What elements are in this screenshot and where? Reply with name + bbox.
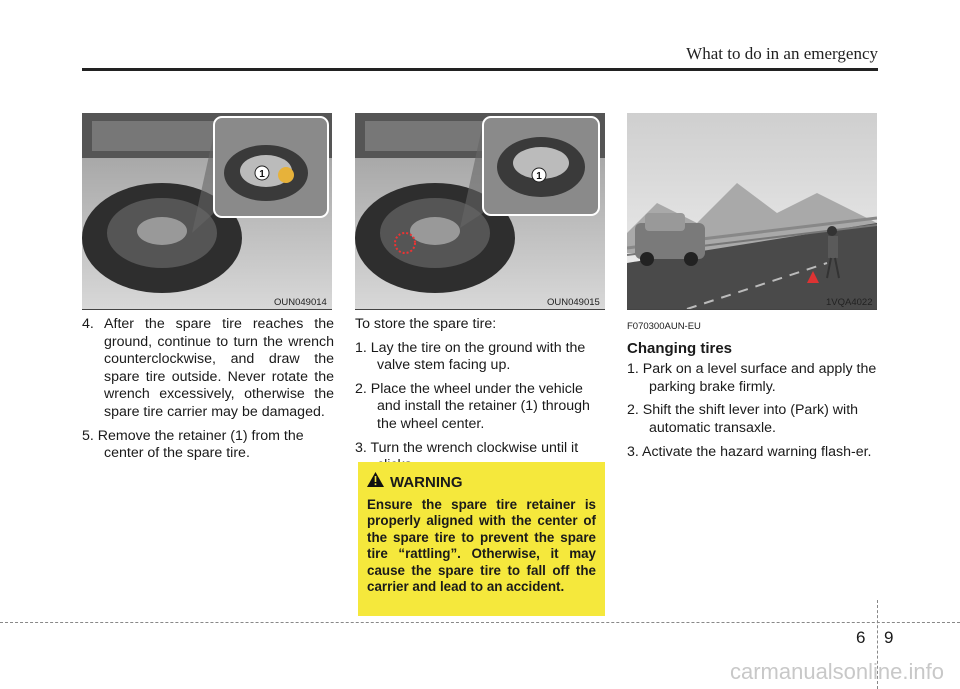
step-5 xyxy=(82,428,334,463)
figure1-callout: 1 xyxy=(259,169,265,180)
warning-header xyxy=(367,472,596,492)
changing-step-2: 2. Shift the shift lever into (Park) with automatic transaxle. xyxy=(627,402,859,436)
figure2-code: OUN049015 xyxy=(547,297,600,308)
storage-step-1: 1. Lay the tire on the ground with the valve stem facing up. xyxy=(355,339,586,374)
warning-box xyxy=(358,462,605,616)
storage-step-2: 2. Place the wheel under the vehicle and install the retainer (1) through the wheel center. xyxy=(355,380,590,432)
warning-triangle-icon xyxy=(367,472,384,492)
step-4 xyxy=(82,316,334,422)
figure-spare-tire-storage xyxy=(355,113,605,309)
figure2-callout: 1 xyxy=(536,171,542,182)
warning-text: Ensure the spare tire retainer is properly aligned with the center of the spare tire to prevent the spare tire “rattling”. Otherwise, it may cause the spare tire to fall off the carrier and lead to an accident. xyxy=(367,497,596,595)
footer-dashed-rule xyxy=(0,622,960,623)
figure3-rule xyxy=(627,309,877,310)
section-ref-code: F070300AUN-EU xyxy=(627,321,701,332)
column-2 xyxy=(355,316,607,481)
warning-title: WARNING xyxy=(390,473,463,491)
figure1-rule xyxy=(82,309,332,310)
section-title: Changing tires xyxy=(627,339,733,357)
figure2-rule xyxy=(355,309,605,310)
storage-intro: To store the spare tire: xyxy=(355,316,497,332)
figure1-code: OUN049014 xyxy=(274,297,327,308)
header-rule xyxy=(82,68,878,71)
page-number: 9 xyxy=(884,628,894,647)
figure-roadside-scene xyxy=(627,113,877,309)
changing-step-3: 3. Activate the hazard warning flash-er. xyxy=(627,443,872,460)
page-section-number: 6 xyxy=(856,628,866,647)
storage-step-3: 3. Turn the wrench clockwise until it xyxy=(355,439,579,456)
column-3 xyxy=(627,316,879,467)
column-1 xyxy=(82,316,334,469)
figure3-code: 1VQA4022 xyxy=(826,297,873,308)
figure-spare-tire-removal xyxy=(82,113,332,309)
changing-step-1: 1. Park on a level surface and apply the parking brake firmly. xyxy=(627,361,877,395)
step-5-text: Remove the retainer (1) from the center of the spare tire. xyxy=(97,427,304,462)
step-5-number: 5. xyxy=(82,427,94,444)
step-4-number: 4. xyxy=(82,316,94,332)
watermark: carmanualsonline.info xyxy=(729,659,944,684)
step-4-text: After the spare tire reaches the ground, continue to turn the wrench counterclockwise, and draw the spare tire outside. Never rotate the wrench excessively, otherwise the spare tire carrier may be damaged. xyxy=(104,316,334,420)
header-title: What to do in an emergency xyxy=(686,44,878,63)
